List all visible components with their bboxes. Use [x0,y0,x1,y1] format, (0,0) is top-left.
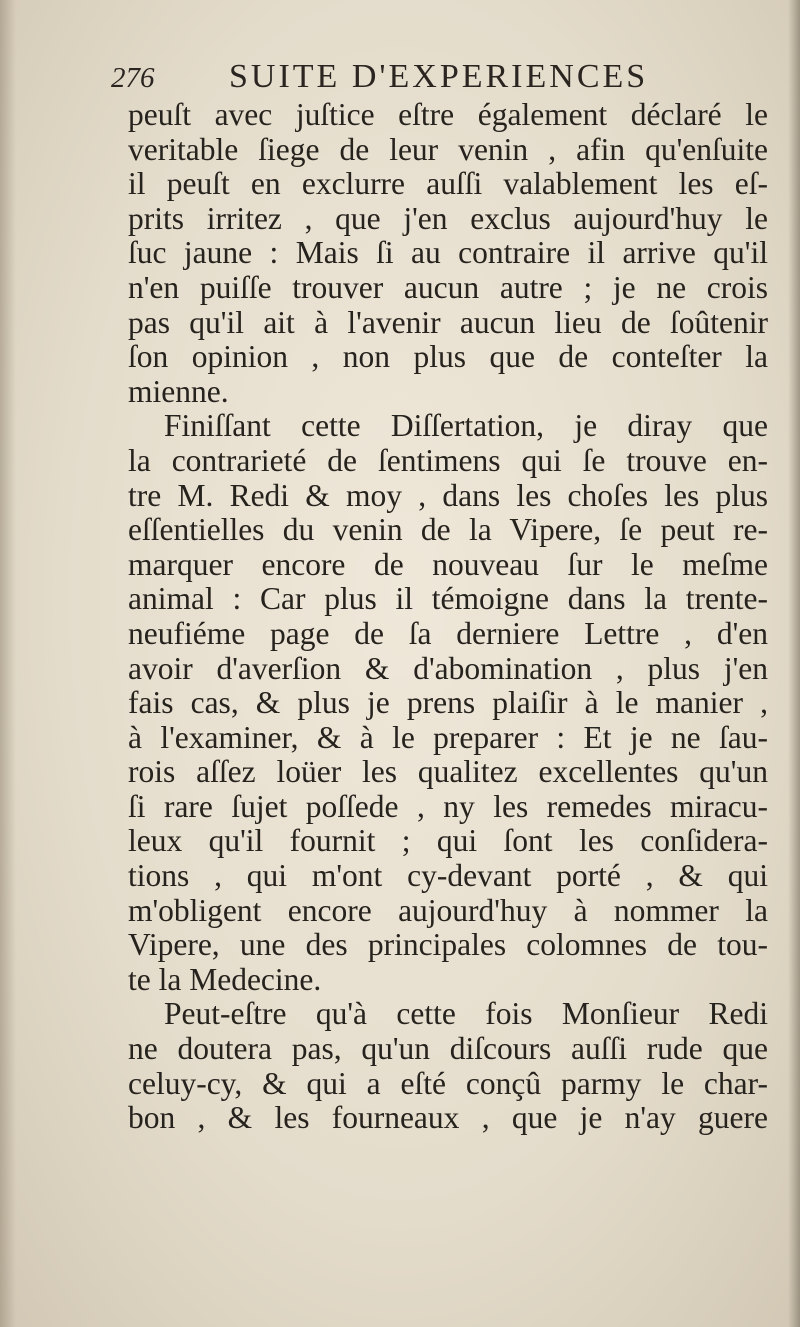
text-line: Finiſſant cette Diſſertation, je diray que [164,408,768,444]
text-line: à l'examiner, & à le preparer : Et je ne ſau- [128,719,768,755]
page-header [111,58,671,102]
text-line: peuſt avec juſtice eſtre également déclaré le [128,97,768,132]
text-line: tre M. Redi & moy , dans les choſes les plus [128,477,768,513]
text-line: bon , & les fourneaux , que je n'ay guere [128,1100,768,1136]
paragraph [128,997,768,1135]
text-line: ſi rare ſujet poſſede , ny les remedes miracu- [128,788,768,824]
text-line: animal : Car plus il témoigne dans la trente- [128,581,768,617]
running-head: SUITE D'EXPERIENCES [229,58,649,95]
text-line: prits irritez , que j'en exclus aujourd'huy le [128,200,768,236]
text-line: mienne. [128,373,229,409]
text-line: te la Medecine. [128,961,322,997]
text-line: celuy-cy, & qui a eſté conçû parmy le char- [128,1065,768,1101]
page-edge-shadow [788,0,800,1327]
text-line: ſuc jaune : Mais ſi au contraire il arrive qu'il [128,235,768,271]
text-line: veritable ſiege de leur venin , afin qu'enſuite [128,131,768,167]
text-line: m'obligent encore aujourd'huy à nommer la [128,892,768,928]
text-line: Peut-eſtre qu'à cette fois Monſieur Redi [164,996,768,1032]
text-line: ſon opinion , non plus que de conteſter la [128,339,768,375]
text-line: tions , qui m'ont cy-devant porté , & qui [128,858,768,894]
text-line: pas qu'il ait à l'avenir aucun lieu de ſoûtenir [128,304,768,340]
text-line: Vipere, une des principales colomnes de tou- [128,927,768,963]
text-line: neufiéme page de ſa derniere Lettre , d'en [128,615,768,651]
page-gutter-shadow [0,0,16,1327]
body-text [128,98,768,1136]
page-number: 276 [111,62,155,94]
text-line: la contrarieté de ſentimens qui ſe trouve en- [128,442,768,478]
text-line: leux qu'il fournit ; qui ſont les conſidera- [128,823,768,859]
text-line: n'en puiſſe trouver aucun autre ; je ne crois [128,269,768,305]
paragraph [128,98,768,409]
text-line: ne doutera pas, qu'un diſcours auſſi rude que [128,1031,768,1067]
text-line: il peuſt en exclurre auſſi valablement les eſ- [128,166,768,202]
text-line: rois aſſez loüer les qualitez excellentes qu'un [128,754,768,790]
paragraph [128,409,768,997]
text-line: avoir d'averſion & d'abomination , plus j'en [128,650,768,686]
text-line: marquer encore de nouveau ſur le meſme [128,546,768,582]
text-line: fais cas, & plus je prens plaiſir à le manier , [128,685,768,721]
text-line: eſſentielles du venin de la Vipere, ſe peut re- [128,512,768,548]
